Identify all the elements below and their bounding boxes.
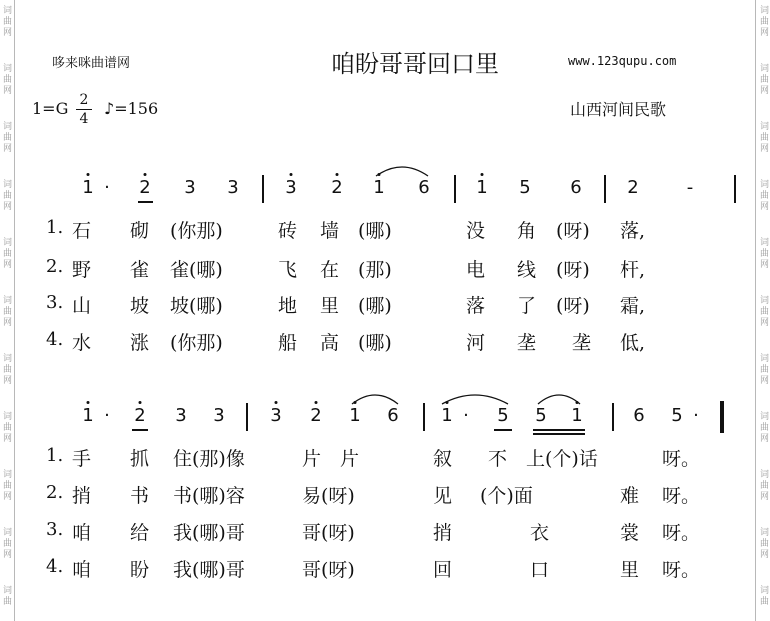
watermark-char: 曲 (2, 17, 12, 27)
watermark-char: 曲 (2, 75, 12, 85)
site-url: www.123qupu.com (568, 54, 677, 68)
watermark-char: 词 (2, 6, 12, 16)
lyric: 捎 (433, 522, 453, 544)
watermark-char: 词 (2, 64, 12, 74)
watermark-char: 曲 (759, 75, 769, 85)
watermark-char: 词 (759, 6, 769, 16)
lyric: 给 (130, 522, 150, 544)
watermark-char: 词 (2, 470, 12, 480)
high-octave-dot (87, 173, 90, 176)
watermark-char: 词 (759, 412, 769, 422)
lyric: 山 (72, 295, 92, 317)
verse-number: 1. (46, 445, 64, 466)
watermark-char: 曲 (759, 133, 769, 143)
time-denominator: 4 (79, 111, 89, 127)
lyric: (哪) (358, 295, 392, 317)
watermark-char: 词 (759, 122, 769, 132)
verse-number: 1. (46, 217, 64, 238)
lyric: 雀 (130, 259, 150, 281)
lyric: 片 (302, 448, 322, 470)
lyric: 涨 (130, 332, 150, 354)
underline-beam (494, 429, 512, 431)
slur (350, 392, 400, 406)
watermark-char: 网 (2, 202, 12, 212)
lyric: 手 (72, 448, 92, 470)
watermark-char: 词 (2, 412, 12, 422)
verse-number: 4. (46, 329, 64, 350)
lyric: 没 (466, 220, 486, 242)
tempo-marking (104, 99, 158, 118)
note: 6 (570, 177, 582, 198)
song-title: 咱盼哥哥回口里 (331, 50, 499, 78)
tempo-value: =156 (114, 99, 159, 118)
watermark-char: 词 (2, 354, 12, 364)
verse-number: 2. (46, 482, 64, 503)
note: 5 (519, 177, 531, 198)
note: 1 (571, 405, 583, 426)
lyric: 回 (433, 559, 453, 581)
lyric: 呀。 (662, 485, 701, 507)
augmentation-dot: · (104, 405, 110, 426)
lyric: 呀。 (662, 448, 701, 470)
watermark-char: 网 (759, 202, 769, 212)
high-octave-dot (275, 401, 278, 404)
watermark-char: 曲 (2, 539, 12, 549)
song-origin: 山西河间民歌 (570, 100, 667, 119)
watermark-char: 曲 (2, 481, 12, 491)
lyric: 捎 (72, 485, 92, 507)
eighth-note-icon: ♪ (104, 99, 115, 118)
watermark-char: 词 (759, 238, 769, 248)
note: 3 (285, 177, 297, 198)
verse-number: 3. (46, 292, 64, 313)
bar-line (262, 175, 264, 203)
watermark-char: 网 (2, 144, 12, 154)
final-bar-line (720, 401, 724, 433)
watermark-char: 网 (2, 86, 12, 96)
underline-beam (138, 201, 153, 203)
time-numerator: 2 (79, 92, 89, 108)
lyric: 砖 (278, 220, 298, 242)
lyric: 抓 (130, 448, 150, 470)
watermark-char: 曲 (759, 365, 769, 375)
slur (374, 164, 430, 178)
watermark-char: 网 (2, 318, 12, 328)
augmentation-dot: · (693, 405, 699, 426)
augmentation-dot: · (463, 405, 469, 426)
lyric: (呀) (556, 295, 590, 317)
lyric: 口 (530, 559, 550, 581)
lyric: 垄 (572, 332, 592, 354)
watermark-char: 词 (759, 586, 769, 596)
lyric: 住(那)像 (173, 448, 245, 470)
lyric: (个)面 (480, 485, 533, 507)
lyric: (呀) (556, 220, 590, 242)
bar-line (246, 403, 248, 431)
lyric: (呀) (556, 259, 590, 281)
note: 2 (627, 177, 639, 198)
note: 5 (671, 405, 683, 426)
note: 3 (270, 405, 282, 426)
note: 3 (175, 405, 187, 426)
note: 1 (349, 405, 361, 426)
watermark-char: 曲 (759, 191, 769, 201)
lyric: 叙 (433, 448, 453, 470)
watermark-char: 曲 (2, 133, 12, 143)
note: 5 (535, 405, 547, 426)
lyric: 我(哪)哥 (173, 559, 245, 581)
time-fraction-bar (76, 109, 92, 110)
lyric: 难 (620, 485, 640, 507)
high-octave-dot (87, 401, 90, 404)
lyric: 砌 (130, 220, 150, 242)
bar-line (612, 403, 614, 431)
lyric: 坡 (130, 295, 150, 317)
lyric: 衣 (530, 522, 550, 544)
lyric: 呀。 (662, 559, 701, 581)
underline-beam (533, 429, 585, 431)
lyric: 船 (278, 332, 298, 354)
double-underline-beam (533, 433, 585, 435)
high-octave-dot (481, 173, 484, 176)
bar-line (734, 175, 736, 203)
high-octave-dot (144, 173, 147, 176)
lyric: (你那) (170, 220, 223, 242)
watermark-char: 网 (2, 376, 12, 386)
watermark-char: 词 (2, 296, 12, 306)
watermark-char: 词 (759, 470, 769, 480)
lyric: 低, (620, 332, 646, 354)
lyric: 雀(哪) (170, 259, 223, 281)
watermark-char: 网 (2, 28, 12, 38)
lyric: 霜, (620, 295, 646, 317)
note: 1 (373, 177, 385, 198)
lyric: 呀。 (662, 522, 701, 544)
lyric: 高 (320, 332, 340, 354)
note: 1 (476, 177, 488, 198)
watermark-char: 曲 (759, 597, 769, 607)
watermark-char: 网 (759, 144, 769, 154)
watermark-char: 曲 (759, 481, 769, 491)
watermark-char: 网 (759, 86, 769, 96)
watermark-char: 曲 (2, 423, 12, 433)
lyric: 咱 (72, 522, 92, 544)
watermark-char: 词 (2, 180, 12, 190)
lyric: 石 (72, 220, 92, 242)
lyric: 我(哪)哥 (173, 522, 245, 544)
lyric: 坡(哪) (170, 295, 223, 317)
note: 3 (213, 405, 225, 426)
lyric: (你那) (170, 332, 223, 354)
lyric: (那) (358, 259, 392, 281)
note: 1 (441, 405, 453, 426)
bar-line (423, 403, 425, 431)
high-octave-dot (336, 173, 339, 176)
lyric: 书(哪)容 (173, 485, 245, 507)
note: 2 (139, 177, 151, 198)
lyric: 见 (433, 485, 453, 507)
watermark-char: 曲 (759, 307, 769, 317)
note: 2 (331, 177, 343, 198)
watermark-char: 曲 (2, 249, 12, 259)
verse-number: 3. (46, 519, 64, 540)
time-signature (76, 92, 92, 127)
note: 2 (134, 405, 146, 426)
lyric: 哥(呀) (302, 559, 355, 581)
note: 3 (227, 177, 239, 198)
bar-line (454, 175, 456, 203)
watermark-char: 网 (759, 434, 769, 444)
watermark-char: 网 (759, 550, 769, 560)
lyric: 盼 (130, 559, 150, 581)
lyric: 不 (488, 448, 508, 470)
watermark-char: 词 (759, 354, 769, 364)
lyric: (哪) (358, 332, 392, 354)
high-octave-dot (315, 401, 318, 404)
note: 1 (82, 405, 94, 426)
watermark-char: 曲 (759, 17, 769, 27)
lyric: 飞 (278, 259, 298, 281)
note: 6 (633, 405, 645, 426)
watermark-char: 词 (2, 238, 12, 248)
lyric: 里 (320, 295, 340, 317)
note: 6 (387, 405, 399, 426)
watermark-char: 曲 (2, 191, 12, 201)
watermark-char: 曲 (2, 597, 12, 607)
lyric: 裳 (620, 522, 640, 544)
bar-line (604, 175, 606, 203)
lyric: 在 (320, 259, 340, 281)
lyric: 哥(呀) (302, 522, 355, 544)
watermark-char: 词 (759, 64, 769, 74)
extension-dash: - (686, 177, 694, 198)
lyric: 电 (466, 259, 486, 281)
watermark-char: 曲 (759, 539, 769, 549)
watermark-char: 词 (2, 122, 12, 132)
watermark-char: 词 (759, 528, 769, 538)
verse-number: 2. (46, 256, 64, 277)
watermark-char: 网 (759, 260, 769, 270)
note: 2 (310, 405, 322, 426)
high-octave-dot (139, 401, 142, 404)
note: 3 (184, 177, 196, 198)
lyric: 上(个)话 (526, 448, 598, 470)
note: 1 (82, 177, 94, 198)
left-watermark-strip (0, 0, 15, 621)
watermark-char: 曲 (2, 307, 12, 317)
augmentation-dot: · (104, 177, 110, 198)
lyric: 垄 (517, 332, 537, 354)
lyric: 野 (72, 259, 92, 281)
watermark-char: 网 (2, 260, 12, 270)
lyric: 落, (620, 220, 646, 242)
lyric: 易(呀) (302, 485, 355, 507)
watermark-char: 曲 (759, 249, 769, 259)
lyric: 水 (72, 332, 92, 354)
lyric: 地 (278, 295, 298, 317)
watermark-char: 网 (759, 318, 769, 328)
lyric: 河 (466, 332, 486, 354)
verse-number: 4. (46, 556, 64, 577)
watermark-char: 曲 (2, 365, 12, 375)
underline-beam (132, 429, 148, 431)
watermark-char: 词 (2, 528, 12, 538)
lyric: (哪) (358, 220, 392, 242)
slur (536, 392, 582, 406)
lyric: 咱 (72, 559, 92, 581)
watermark-char: 曲 (759, 423, 769, 433)
watermark-char: 网 (2, 434, 12, 444)
lyric: 线 (517, 259, 537, 281)
lyric: 了 (517, 295, 537, 317)
lyric: 墙 (320, 220, 340, 242)
site-name: 哆来咪曲谱网 (52, 56, 131, 71)
watermark-char: 网 (2, 550, 12, 560)
lyric: 片 (340, 448, 360, 470)
watermark-char: 网 (759, 28, 769, 38)
slur (440, 392, 510, 406)
lyric: 角 (517, 220, 537, 242)
right-watermark-strip (755, 0, 770, 621)
high-octave-dot (290, 173, 293, 176)
watermark-char: 词 (759, 180, 769, 190)
key-signature: 1=G (32, 99, 69, 118)
lyric: 杆, (620, 259, 646, 281)
lyric: 书 (130, 485, 150, 507)
lyric: 里 (620, 559, 640, 581)
watermark-char: 网 (759, 492, 769, 502)
watermark-char: 网 (759, 376, 769, 386)
watermark-char: 网 (2, 492, 12, 502)
lyric: 落 (466, 295, 486, 317)
watermark-char: 词 (2, 586, 12, 596)
note: 6 (418, 177, 430, 198)
watermark-char: 词 (759, 296, 769, 306)
note: 5 (497, 405, 509, 426)
